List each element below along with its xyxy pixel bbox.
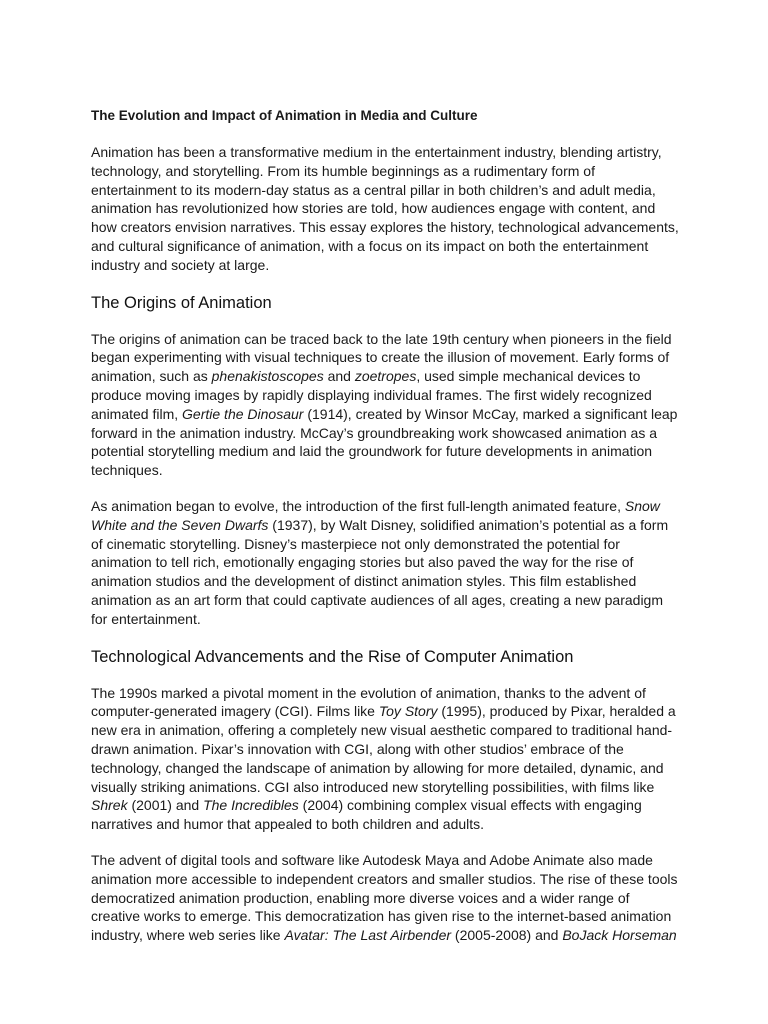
- italic-gertie-title: Gertie the Dinosaur: [182, 405, 304, 422]
- text-span: As animation began to evolve, the introduction of the first full-length animated feature,: [91, 497, 625, 514]
- italic-bojack-title: BoJack Horseman: [562, 927, 677, 944]
- text-span: The 1990s marked a pivotal moment in the evolution of animation, thanks to the advent of computer-generated imagery (CGI). Films like: [91, 684, 646, 720]
- intro-paragraph: Animation has been a transformative medium in the entertainment industry, blending artistry, technology, and storytelling. From its humble beginnings as a rudimentary form of entertainment to its modern-day status as a central pillar in both children’s and adult media, animation has revolutionized how stories are told, how audiences engage with content, and how creators envision narratives. This essay explores the history, technological advancements, and cultural significance of animation, with a focus on its impact on both the entertainment industry and society at large.: [91, 144, 679, 273]
- document-page: [91, 107, 681, 962]
- italic-phenakistoscopes: phenakistoscopes: [211, 368, 324, 385]
- text-span: (1995), produced by Pixar, heralded a new era in animation, offering a completely new visual aesthetic compared to traditional hand-drawn animation. Pixar’s innovation with CGI, along with other studios’ embrace of the technology, changed the landscape of animation by allowing for more detailed, dynamic, and visually striking animations. CGI also introduced new storytelling possibilities, with films like: [91, 703, 676, 795]
- technology-heading: Technological Advancements and the Rise of Computer Animation: [91, 647, 574, 666]
- text-span: (1914), created by Winsor McCay, marked a significant leap forward in the animation industry. McCay’s groundbreaking work showcased animation as a potential storytelling medium and laid the groundwork for future developments in animation techniques.: [91, 405, 678, 479]
- italic-shrek-title: Shrek: [91, 797, 128, 814]
- text-span: The advent of digital tools and software like Autodesk Maya and Adobe Animate also made animation more accessible to independent creators and smaller studios. The rise of these tools democratized animation production, enabling more diverse voices and a wider range of creative works to emerge. This democratization has given rise to the internet-based animation industry, where web series like: [91, 851, 678, 944]
- origins-paragraph-2: [91, 497, 681, 629]
- italic-incredibles-title: The Incredibles: [203, 797, 299, 814]
- italic-toy-story-title: Toy Story: [378, 703, 438, 720]
- italic-zoetropes: zoetropes: [354, 368, 417, 385]
- text-span: , used simple mechanical devices to produce moving images by rapidly displaying individual frames. The first widely recognized animated film,: [91, 368, 652, 422]
- origins-heading: The Origins of Animation: [91, 293, 272, 312]
- text-span: (1937), by Walt Disney, solidified animation’s potential as a form of cinematic storytelling. Disney’s masterpiece not only demonstrated the potential for animation to tell rich, emotionally engaging stories but also paved the way for the rise of animation studios and the development of distinct animation styles. This film established animation as an art form that could captivate audiences of all ages, creating a new paradigm for entertainment.: [91, 516, 669, 627]
- text-span: (2004) combining complex visual effects with engaging narratives and humor that appealed to both children and adults.: [91, 797, 642, 833]
- text-span: and: [323, 368, 355, 385]
- technology-paragraph-2: [91, 851, 681, 945]
- document-title: The Evolution and Impact of Animation in Media and Culture: [91, 108, 478, 123]
- origins-paragraph-1: [91, 330, 681, 480]
- text-span: (2005-2008) and: [451, 927, 563, 944]
- italic-snow-white-title: Snow White and the Seven Dwarfs: [91, 497, 660, 533]
- technology-paragraph-1: [91, 684, 681, 834]
- text-span: (2001) and: [127, 797, 204, 814]
- text-span: The origins of animation can be traced back to the late 19th century when pioneers in the field began experimenting with visual techniques to create the illusion of movement. Early forms of animation, such as: [91, 330, 672, 385]
- italic-avatar-title: Avatar: The Last Airbender: [284, 927, 452, 944]
